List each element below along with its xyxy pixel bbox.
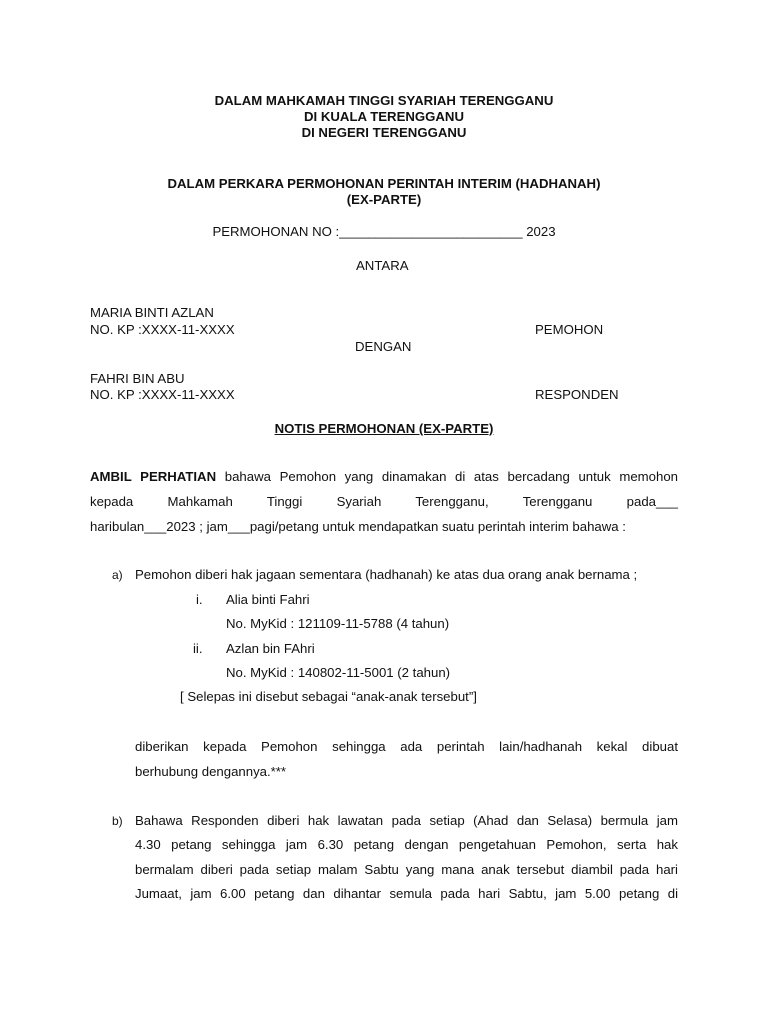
intro-line3: haribulan___2023 ; jam___pagi/petang untuk mendapatkan suatu perintah interim bahawa : [90, 519, 626, 534]
child-1-number: i. [196, 592, 203, 607]
item-a-text: Pemohon diberi hak jagaan sementara (hadhanah) ke atas dua orang anak bernama ; [135, 567, 638, 582]
item-b-line1: Bahawa Responden diberi hak lawatan pada setiap (Ahad dan Selasa) bermula jam [135, 813, 678, 828]
matter-line1: DALAM PERKARA PERMOHONAN PERINTAH INTERIM (HADHANAH) [167, 176, 601, 191]
item-b-line3: bermalam diberi pada setiap malam Sabtu yang mana anak tersebut diambil pada hari [135, 862, 678, 877]
child-1-mykid: No. MyKid : 121109-11-5788 (4 tahun) [226, 616, 450, 631]
court-heading-line1: DALAM MAHKAMAH TINGGI SYARIAH TERENGGANU [214, 93, 554, 108]
court-heading-line2: DI KUALA TERENGGANU [304, 109, 464, 124]
intro-lead: AMBIL PERHATIAN [90, 469, 217, 484]
item-b-label: b) [112, 814, 123, 828]
respondent-ic: NO. KP :XXXX-11-XXXX [90, 387, 235, 402]
intro-line2: kepada Mahkamah Tinggi Syariah Terengganu, Terengganu pada___ [90, 494, 678, 509]
child-1-name: Alia binti Fahri [226, 592, 310, 607]
child-2-name: Azlan bin FAhri [226, 641, 315, 656]
child-2-mykid: No. MyKid : 140802-11-5001 (2 tahun) [226, 665, 451, 680]
between-label: ANTARA [356, 258, 409, 273]
item-a-label: a) [112, 568, 123, 582]
respondent-role: RESPONDEN [535, 387, 619, 402]
intro-line1-rest: bahawa Pemohon yang dinamakan di atas bercadang untuk memohon [216, 469, 678, 484]
applicant-role: PEMOHON [535, 322, 604, 337]
given-line2: berhubung dengannya.*** [135, 764, 287, 779]
applicant-ic: NO. KP :XXXX-11-XXXX [90, 322, 235, 337]
item-b-line2: 4.30 petang sehingga jam 6.30 petang dengan pengetahuan Pemohon, serta hak [135, 837, 678, 852]
item-b-line4: Jumaat, jam 6.00 petang dan dihantar semula pada hari Sabtu, jam 5.00 petang di [135, 886, 678, 901]
notice-title [0, 421, 768, 437]
given-line1: diberikan kepada Pemohon sehingga ada perintah lain/hadhanah kekal dibuat [135, 739, 678, 754]
with-label: DENGAN [355, 339, 412, 354]
application-number: PERMOHONAN NO :_________________________ 2023 [212, 224, 556, 239]
intro-line1 [90, 469, 678, 485]
applicant-name: MARIA BINTI AZLAN [90, 305, 214, 320]
matter-line2: (EX-PARTE) [346, 192, 422, 207]
child-2-number: ii. [193, 641, 203, 656]
notice-title-text: NOTIS PERMOHONAN (EX-PARTE) [274, 421, 494, 436]
respondent-name: FAHRI BIN ABU [90, 371, 185, 386]
court-heading-line3: DI NEGERI TERENGGANU [301, 125, 467, 140]
hereafter-note: [ Selepas ini disebut sebagai “anak-anak tersebut”] [180, 689, 477, 704]
